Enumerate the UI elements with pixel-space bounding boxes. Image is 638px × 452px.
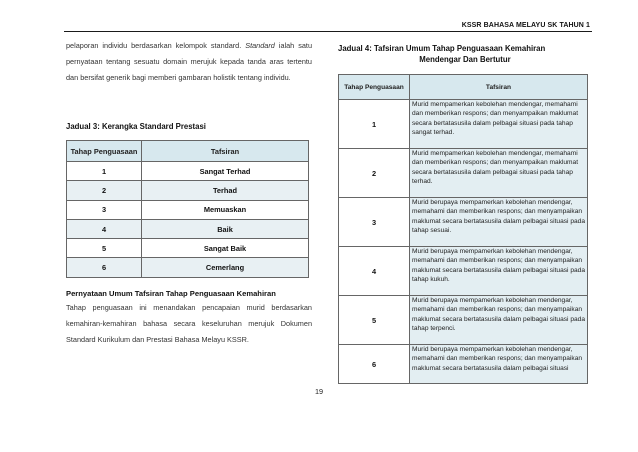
table-row [339,198,588,247]
cell-desc [410,149,588,198]
cell-desc-text: Murid berupaya mempamerkan kebolehan mendengar, memahami dan memberikan respons; dan menyampaikan maklumat secara bertatasusila dalam pelbagai situasi pada tahap sesuai. [412,199,585,235]
table-row [67,200,309,219]
running-header: KSSR BAHASA MELAYU SK TAHUN 1 [461,22,590,29]
cell-level: 4 [67,219,142,238]
performance-standard-table [66,140,309,278]
cell-level: 1 [67,162,142,181]
cell-level: 5 [67,239,142,258]
cell-desc: Sangat Terhad [142,162,309,181]
page-number: 19 [314,387,324,396]
table-row [67,181,309,200]
cell-level: 5 [339,296,410,345]
table-row [339,149,588,198]
table-row [339,296,588,345]
cell-level: 6 [339,345,410,384]
intro-text-b: ialah satu pernyataan tentang sesuatu domain merujuk kepada tanda aras tertentu dan bersifat generik bagi memberi gambaran holistik tentang individu. [66,41,312,83]
cell-desc [410,100,588,149]
listening-speaking-table [338,74,588,384]
cell-desc [410,296,588,345]
cell-desc-text: Murid mempamerkan kebolehan mendengar, memahami dan memberikan respons; dan menyampaikan maklumat secara bertatasusila dalam pelbagai situasi pada tahap sangat terhad. [412,101,579,137]
table4-caption-line1: Jadual 4: Tafsiran Umum Tahap Penguasaan Kemahiran [338,44,546,53]
table-header-row [67,141,309,162]
intro-emphasis: Standard [245,41,275,50]
intro-text-a: pelaporan individu berdasarkan kelompok standard. [66,41,242,50]
cell-level: 6 [67,258,142,277]
section-title: Pernyataan Umum Tafsiran Tahap Penguasaan Kemahiran [66,289,276,298]
table-row [67,162,309,181]
table4-caption-line2: Mendengar Dan Bertutur [419,54,511,64]
cell-desc: Memuaskan [142,200,309,219]
cell-desc: Baik [142,219,309,238]
intro-paragraph [66,38,312,87]
cell-level: 2 [67,181,142,200]
table-row [339,100,588,149]
header-rule [64,31,592,32]
col-header-level: Tahap Penguasaan [339,75,410,100]
table-row [339,247,588,296]
cell-desc: Sangat Baik [142,239,309,258]
cell-level: 3 [339,198,410,247]
table-row [67,239,309,258]
table-row [67,219,309,238]
col-header-level: Tahap Penguasaan [67,141,142,162]
cell-desc [410,247,588,296]
cell-desc [410,198,588,247]
cell-desc: Cemerlang [142,258,309,277]
cell-desc: Terhad [142,181,309,200]
cell-desc-text: Murid berupaya mempamerkan kebolehan mendengar, memahami dan memberikan respons; dan menyampaikan maklumat secara bertatasusila dalam pelbagai situasi pada tahap kukuh. [412,248,585,284]
cell-level: 4 [339,247,410,296]
cell-desc-text: Murid berupaya mempamerkan kebolehan mendengar, memahami dan memberikan respons; dan menyampaikan maklumat secara bertatasusila dalam pelbagai situasi pada tahap terpenci. [412,297,585,333]
cell-desc-text: Murid mempamerkan kebolehan mendengar, memahami dan memberikan respons; dan menyampaikan maklumat secara bertatasusila dalam pelbagai situasi pada tahap terhad. [412,150,579,186]
col-header-interpretation: Tafsiran [410,75,588,100]
cell-desc [410,345,588,384]
table-header-row [339,75,588,100]
cell-level: 1 [339,100,410,149]
cell-level: 3 [67,200,142,219]
table4-caption [338,44,592,65]
cell-level: 2 [339,149,410,198]
cell-desc-text: Murid berupaya mempamerkan kebolehan mendengar, memahami dan memberikan respons; dan menyampaikan maklumat secara bertatasusila dalam pelbagai situasi [412,346,583,372]
table3-caption: Jadual 3: Kerangka Standard Prestasi [66,122,206,131]
table-row [339,345,588,384]
section-body: Tahap penguasaan ini menandakan pencapaian murid berdasarkan kemahiran-kemahiran bahasa secara keseluruhan merujuk Dokumen Standard Kurikulum dan Prestasi Bahasa Melayu KSSR. [66,303,312,345]
col-header-interpretation: Tafsiran [142,141,309,162]
table-row [67,258,309,277]
